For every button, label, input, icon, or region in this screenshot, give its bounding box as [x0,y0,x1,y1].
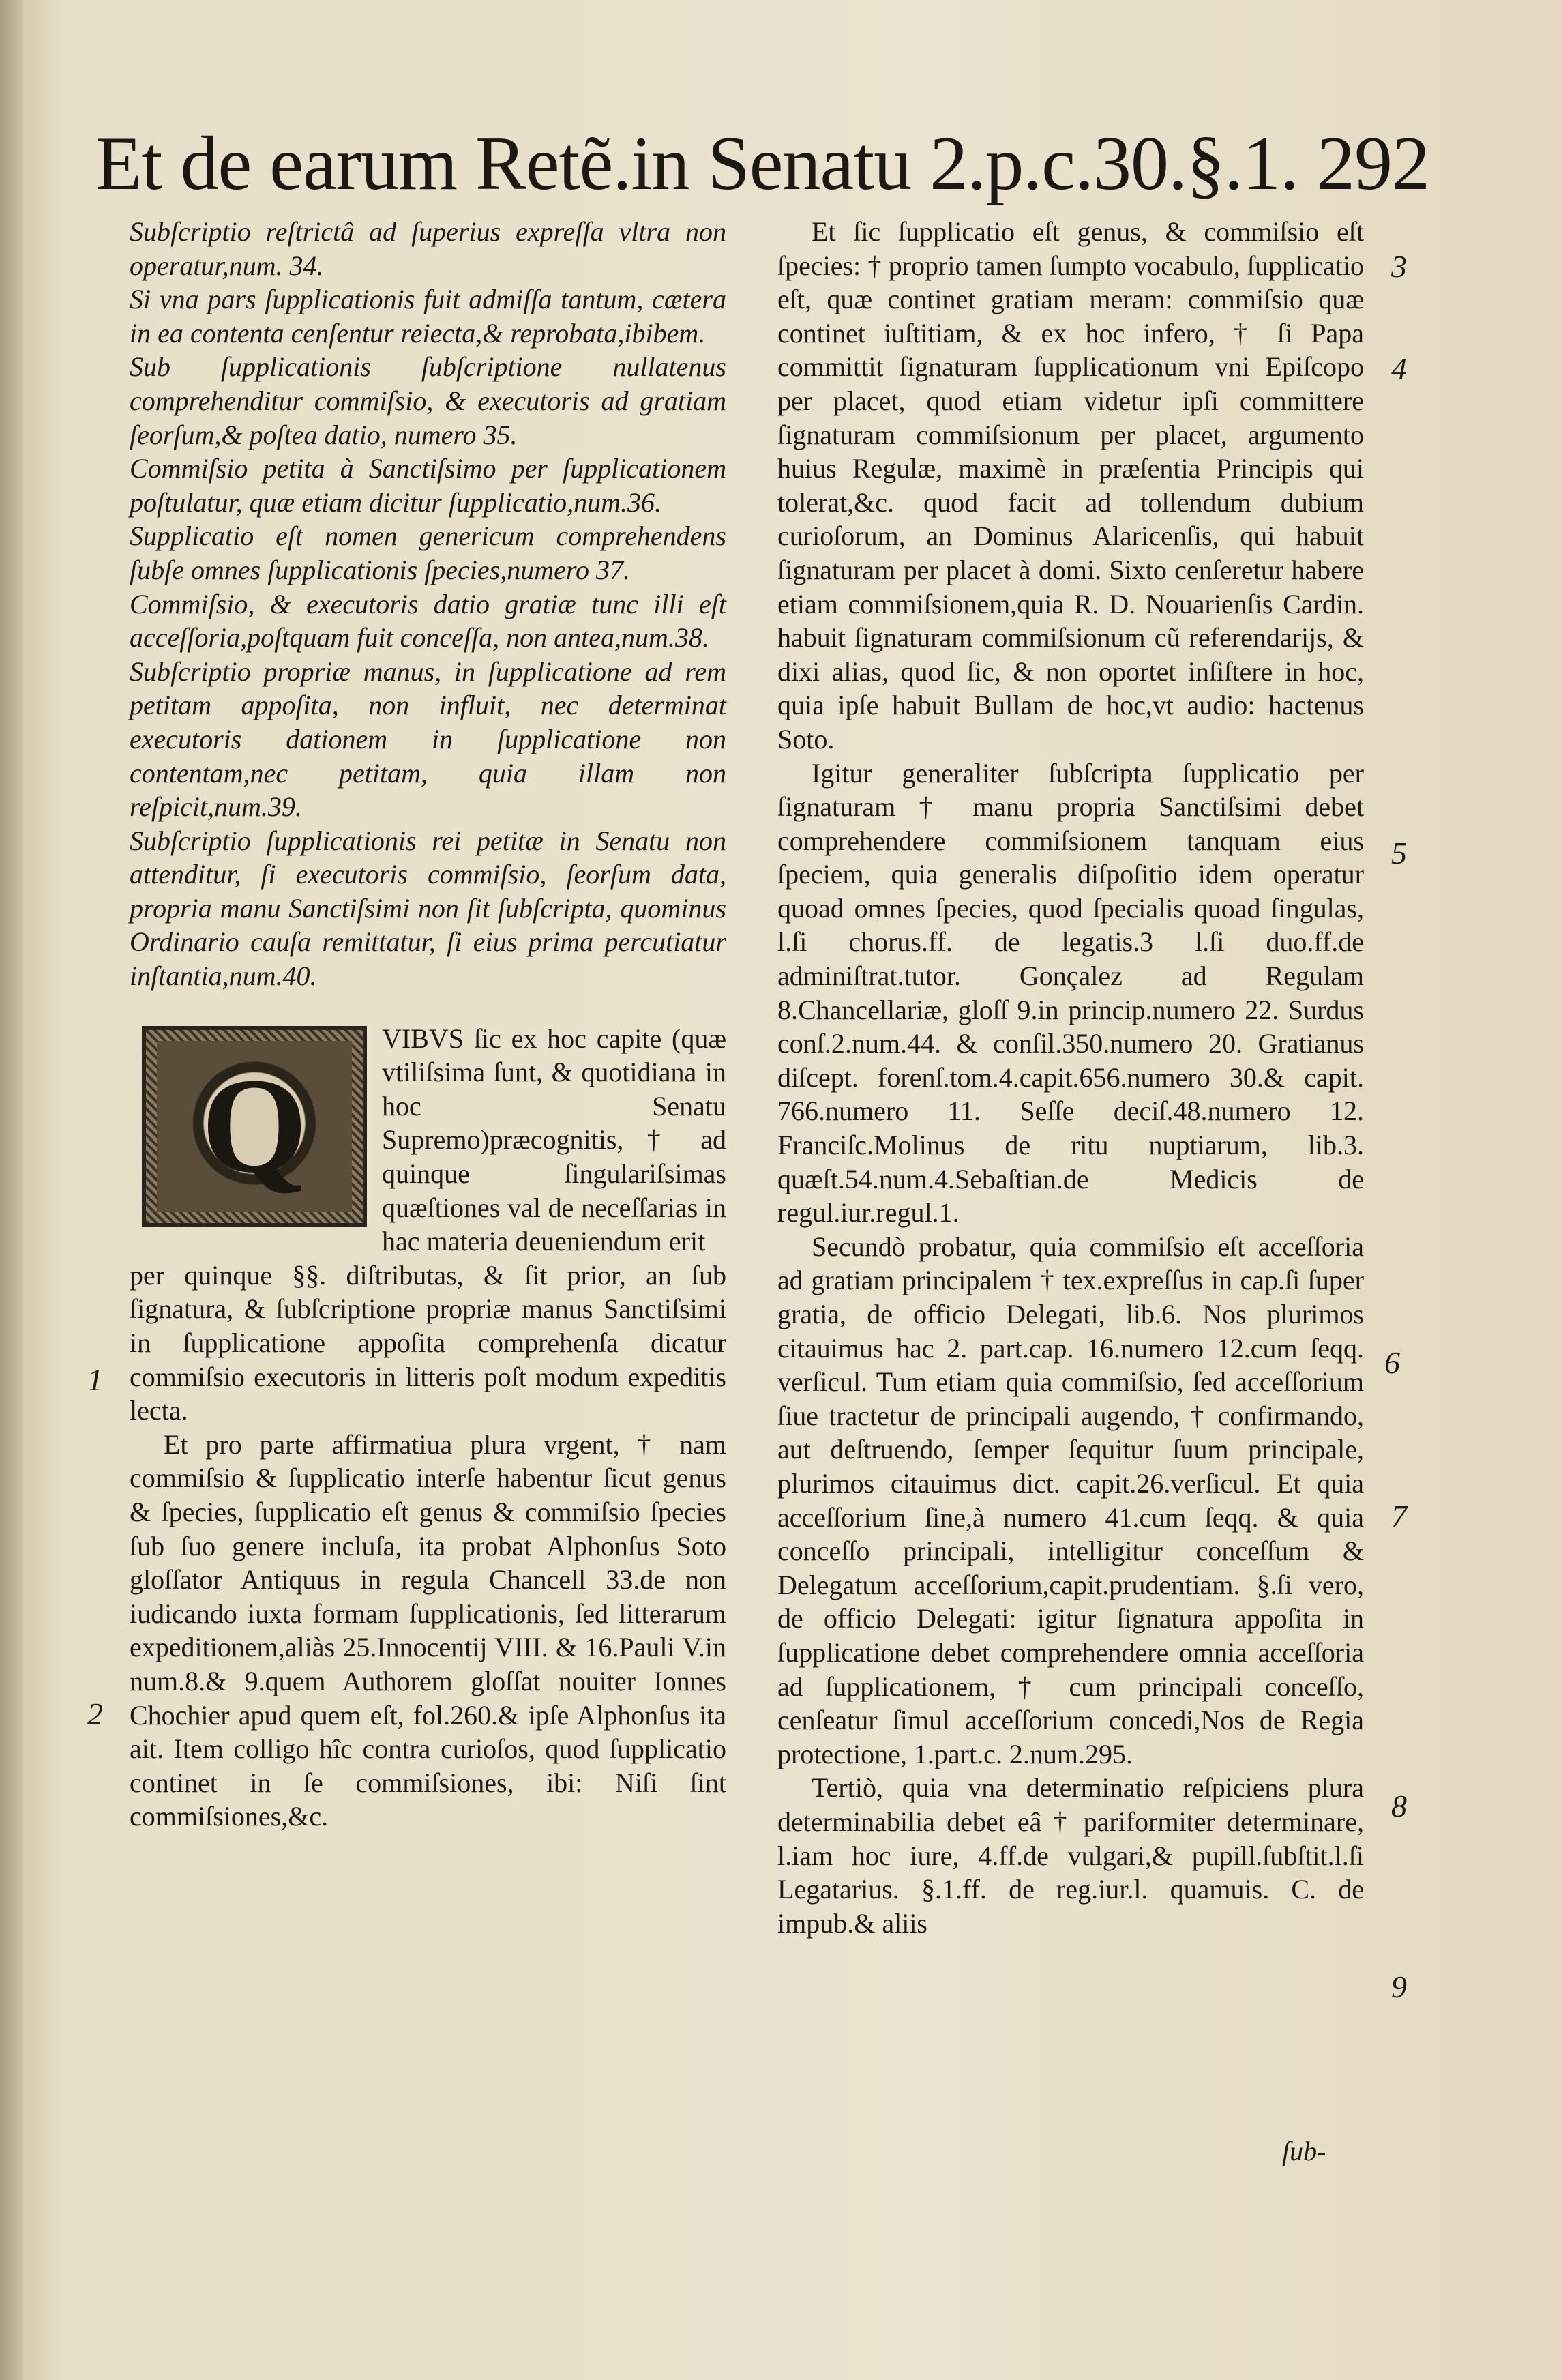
body-paragraph: Secundò probatur, quia commiſsio eſt acceſſoria ad gratiam principalem † tex.expreſſus in cap.ſi ſuper gratia, de officio Delegati, lib.6. Nos plurimos citauimus hac 2. part.cap. 16.numero 12.cum ſeqq. verſicul. Tum etiam quia commiſsio, ſed acceſſorium ſiue tractetur de principali augendo, † confirmando, aut deſtruendo, ſemper ſequitur ſuum principale, plurimos citauimus dict. capit.26.verſicul. Et quia acceſſorium ſine,à numero 41.cum ſeqq. & quia conceſſo principali, intelligitur conceſſum & Delegatum acceſſorium,capit.prudentiam. §.ſi vero, de officio Delegati: igitur ſignatura appoſita in ſupplicatione debet comprehendere omnia acceſſoria ad ſupplicationem, † cum principali conceſſo, cenſeatur ſimul acceſſorium concedi,Nos de Regia protectione, 1.part.c. 2.num.295. [777,1231,1364,1769]
summary-item: Sub ſupplicationis ſubſcriptione nullatenus comprehenditur commiſsio, & executoris ad gratiam ſeorſum,& poſtea datio, numero 35. [130,351,726,450]
margin-number: 4 [1391,351,1407,386]
margin-number: 2 [87,1696,103,1731]
summary-item: Subſcriptio ſupplicationis rei petitæ in Senatu non attenditur, ſi executoris commiſsio, ſeorſum data, propria manu Sanctiſsimi non ſit ſubſcripta, quominus Ordinario cauſa remittatur, ſi eius prima percutiatur inſtantia,num.40. [130,825,726,992]
body-paragraph: Igitur generaliter ſubſcripta ſupplicatio per ſignaturam † manu propria Sanctiſsimi debet comprehendere commiſsionem tanquam eius ſpeciem, quia generalis diſpoſitio idem operatur quoad omnes ſpecies, quod ſpecialis quoad ſingulas, l.ſi chorus.ff. de legatis.3 l.ſi duo.ff.de adminiſtrat.tutor. Gonçalez ad Regulam 8.Chancellariæ, gloſſ 9.in princip.numero 22. Surdus conſ.2.num.44. & conſil.350.numero 20. Gratianus diſcept. forenſ.tom.4.capit.656.numero 30.& capit. 766.numero 11. Seſſe deciſ.48.numero 12. Franciſc.Molinus de ritu nuptiarum, lib.3. quæſt.54.num.4.Sebaſtian.de Medicis de regul.iur.regul.1. [777,757,1364,1229]
summary-item: Subſcriptio propriæ manus, in ſupplicatione ad rem petitam appoſita, non influit, nec determinat executoris dationem in ſupplicatione non contentam,nec petitam, quia illam non reſpicit,num.39. [130,656,726,823]
summary-item: Commiſsio petita à Sanctiſsimo per ſupplicationem poſtulatur, quæ etiam dicitur ſupplicatio,num.36. [130,453,726,518]
left-column [130,215,726,1834]
summary-item: Commiſsio, & executoris datio gratiæ tunc illi eſt acceſſoria,poſtquam fuit conceſſa, non antea,num.38. [130,588,726,653]
margin-number: 3 [1391,249,1407,284]
body-paragraph: Et pro parte affirmatiua plura vrgent, † nam commiſsio & ſupplicatio interſe habentur ſicut genus & ſpecies, ſupplicatio eſt genus & commiſsio ſpecies ſub ſuo genere incluſa, ita probat Alphonſus Soto gloſſator Antiquus in regula Chancell 33.de non iudicando iuxta formam ſupplicationis, ſed litterarum expeditionem,aliàs 25.Innocentij VIII. & 16.Pauli V.in num.8.& 9.quem Authorem gloſſat nouiter Ionnes Chochier apud quem eſt, fol.260.& ipſe Alphonſus ita ait. Item colligo hîc contra curioſos, quod ſupplicatio continet in ſe commiſsiones, ibi: Niſi ſint commiſsiones,&c. [130,1428,726,1832]
summary-item: Si vna pars ſupplicationis fuit admiſſa tantum, cætera in ea contenta cenſentur reiecta,& reprobata,ibibem. [130,284,726,349]
catchword: ſub- [1282,2136,1326,2166]
right-column [777,215,1364,1940]
summary-item: Supplicatio eſt nomen genericum comprehendens ſubſe omnes ſupplicationis ſpecies,numero 37. [130,520,726,585]
margin-number: 1 [87,1362,103,1397]
opening-continuation: per quinque §§. diſtributas, & ſit prior, an ſub ſignatura, & ſubſcriptione propriæ manus Sanctiſsimi in ſupplicatione appoſita comprehenſa dicatur commiſsio executoris in litteris poſt modum expeditis lecta. [130,1259,726,1426]
binding-gutter [0,0,23,2380]
margin-number: 9 [1391,1969,1407,2004]
running-header: Et de earum Retẽ.in Senatu 2.p.c.30.§.1. 292 [95,121,1429,206]
margin-number: 6 [1384,1345,1400,1380]
margin-number: 5 [1391,836,1407,870]
margin-number: 7 [1391,1499,1407,1533]
ornamental-initial [142,1026,367,1227]
margin-number: 8 [1391,1789,1407,1823]
initial-letter: Q [201,1051,308,1202]
chapter-opening [130,1022,726,1428]
body-paragraph: Et ſic ſupplicatio eſt genus, & commiſsio eſt ſpecies: † proprio tamen ſumpto vocabulo, ſupplicatio eſt, quæ continet gratiam meram: commiſsio quæ continet iuſtitiam, & ex hoc infero, † ſi Papa committit ſignaturam ſupplicationum vni Epiſcopo per placet, quod etiam videtur ipſi committere ſignaturam commiſsionum per placet, argumento huius Regulæ, maximè in præſentia Principis qui tolerat,&c. quod facit ad tollendum dubium curioſorum, an Dominus Alaricenſis, qui habuit ſignaturam per placet à domi. Sixto cenſeretur habere etiam commiſsionem,quia R. D. Nouarienſis Cardin. habuit ſignaturam commiſsionum cũ referendarijs, & dixi alias, quod ſic, & non oportet inſiſtere in hoc, quia ipſe habuit Bullam de hoc,vt audio: hactenus Soto. [777,216,1364,754]
summary-list [130,215,726,993]
summary-item: Subſcriptio reſtrictâ ad ſuperius expreſſa vltra non operatur,num. 34. [130,216,726,281]
body-paragraph: Tertiò, quia vna determinatio reſpiciens plura determinabilia debet eâ † pariformiter determinare, l.iam hoc iure, 4.ff.de vulgari,& pupill.ſubſtit.l.ſi Legatarius. §.1.ff. de reg.iur.l. quamuis. C. de impub.& aliis [777,1772,1364,1939]
opening-text: VIBVS ſic ex hoc capite (quæ vtiliſsima ſunt, & quotidiana in hoc Senatu Supremo)præcognitis, † ad quinque ſingulariſsimas quæſtiones val de neceſſarias in hac materia deueniendum erit [382,1023,726,1257]
